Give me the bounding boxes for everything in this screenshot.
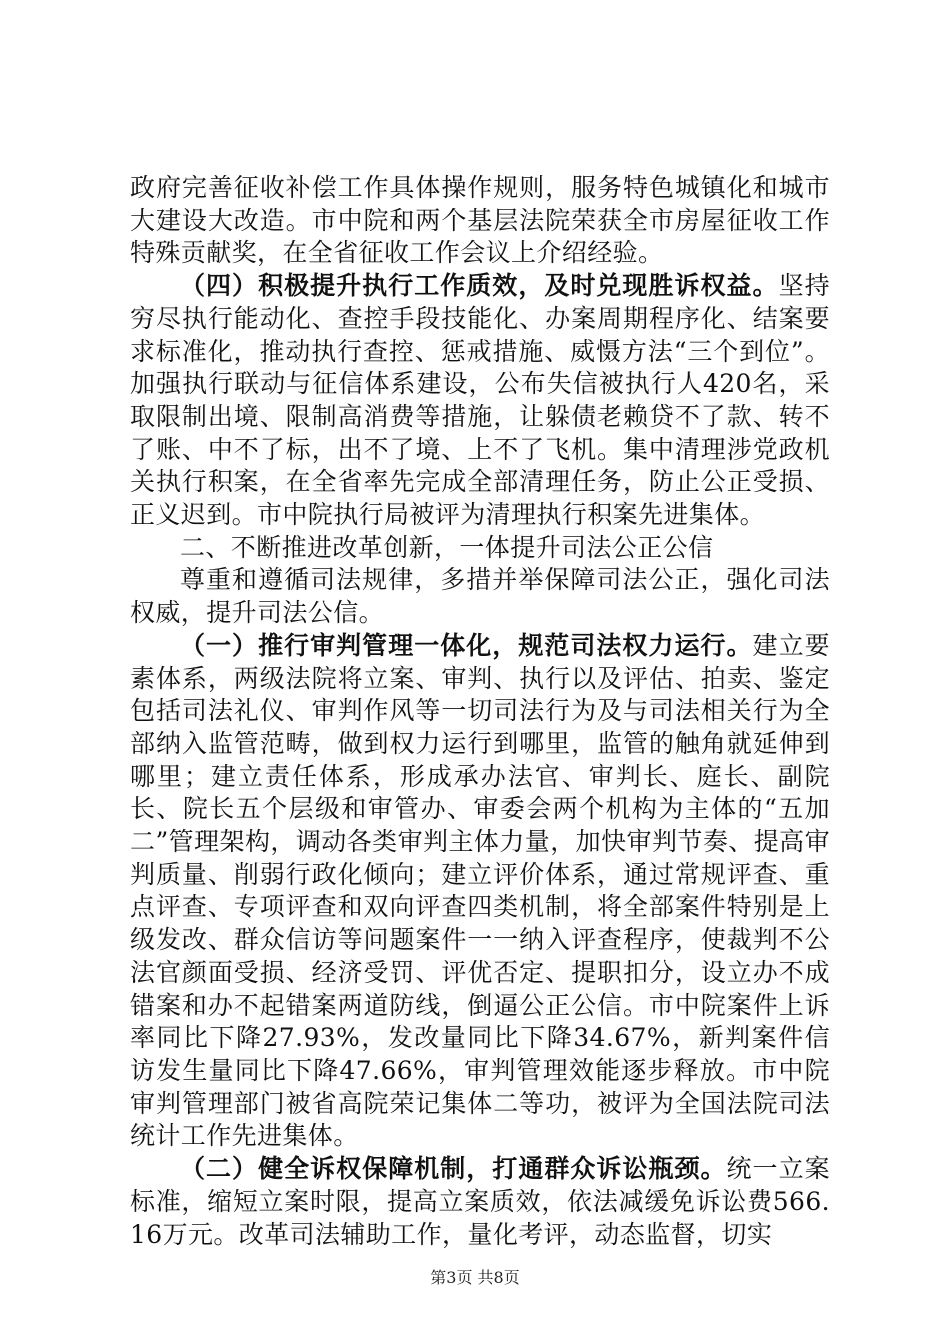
section-heading-reform: [130, 532, 830, 565]
paragraph-lead-heading: （一）推行审判管理一体化，规范司法权力运行。: [180, 630, 753, 660]
paragraph-text: 建立要素体系，两级法院将立案、审判、执行以及评估、拍卖、鉴定包括司法礼仪、审判作风等一切司法行为及与司法相关行为全部纳入监管范畴，做到权力运行到哪里，监管的触角就延伸到哪里；建立责任体系，形成承办法官、审判长、庭长、副院长、院长五个层级和审管办、审委会两个机构为主体的“五加二”管理架构，调动各类审判主体力量，加快审判节奏、提高审判质量、削弱行政化倾向；建立评价体系，通过常规评查、重点评查、专项评查和双向评查四类机制，将全部案件特别是上级发改、群众信访等问题案件一一纳入评查程序，使裁判不公法官颜面受损、经济受罚、评优否定、提职扣分，设立办不成错案和办不起错案两道防线，倒逼公正公信。市中院案件上诉率同比下降27.93%，发改量同比下降34.67%，新判案件信访发生量同比下降47.66%，审判管理效能逐步释放。市中院审判管理部门被省高院荣记集体二等功，被评为全国法院司法统计工作先进集体。: [130, 630, 830, 1151]
paragraph-text: 政府完善征收补偿工作具体操作规则，服务特色城镇化和城市大建设大改造。市中院和两个基层法院荣获全市房屋征收工作特殊贡献奖，在全省征收工作会议上介绍经验。: [130, 173, 830, 268]
paragraph-litigation-rights: [130, 1153, 830, 1251]
page-footer: [0, 1268, 950, 1288]
section-heading-text: 二、不断推进改革创新，一体提升司法公正公信: [180, 532, 714, 562]
paragraph-continuation: [130, 172, 830, 270]
paragraph-trial-management: [130, 630, 830, 1153]
paragraph-text: 统一立案标准，缩短立案时限，提高立案质效，依法减缓免诉讼费566.16万元。改革司法辅助工作，量化考评，动态监督，切实: [130, 1154, 830, 1249]
paragraph-lead-heading: （二）健全诉权保障机制，打通群众诉讼瓶颈。: [180, 1154, 727, 1184]
document-body: [130, 172, 830, 1251]
paragraph-text: 坚持穷尽执行能动化、查控手段技能化、办案周期程序化、结案要求标准化，推动执行查控、惩戒措施、威慑方法“三个到位”。加强执行联动与征信体系建设，公布失信被执行人420名，采取限制出境、限制高消费等措施，让躲债老赖贷不了款、转不了账、中不了标，出不了境、上不了飞机。集中清理涉党政机关执行积案，在全省率先完成全部清理任务，防止公正受损、正义迟到。市中院执行局被评为清理执行积案先进集体。: [130, 271, 830, 530]
paragraph-lead-heading: （四）积极提升执行工作质效，及时兑现胜诉权益。: [180, 271, 779, 301]
paragraph-reform-intro: [130, 564, 830, 629]
page-number-label: 第3页 共8页: [430, 1268, 520, 1287]
paragraph-execution-quality: [130, 270, 830, 532]
paragraph-text: 尊重和遵循司法规律，多措并举保障司法公正，强化司法权威，提升司法公信。: [130, 565, 830, 628]
